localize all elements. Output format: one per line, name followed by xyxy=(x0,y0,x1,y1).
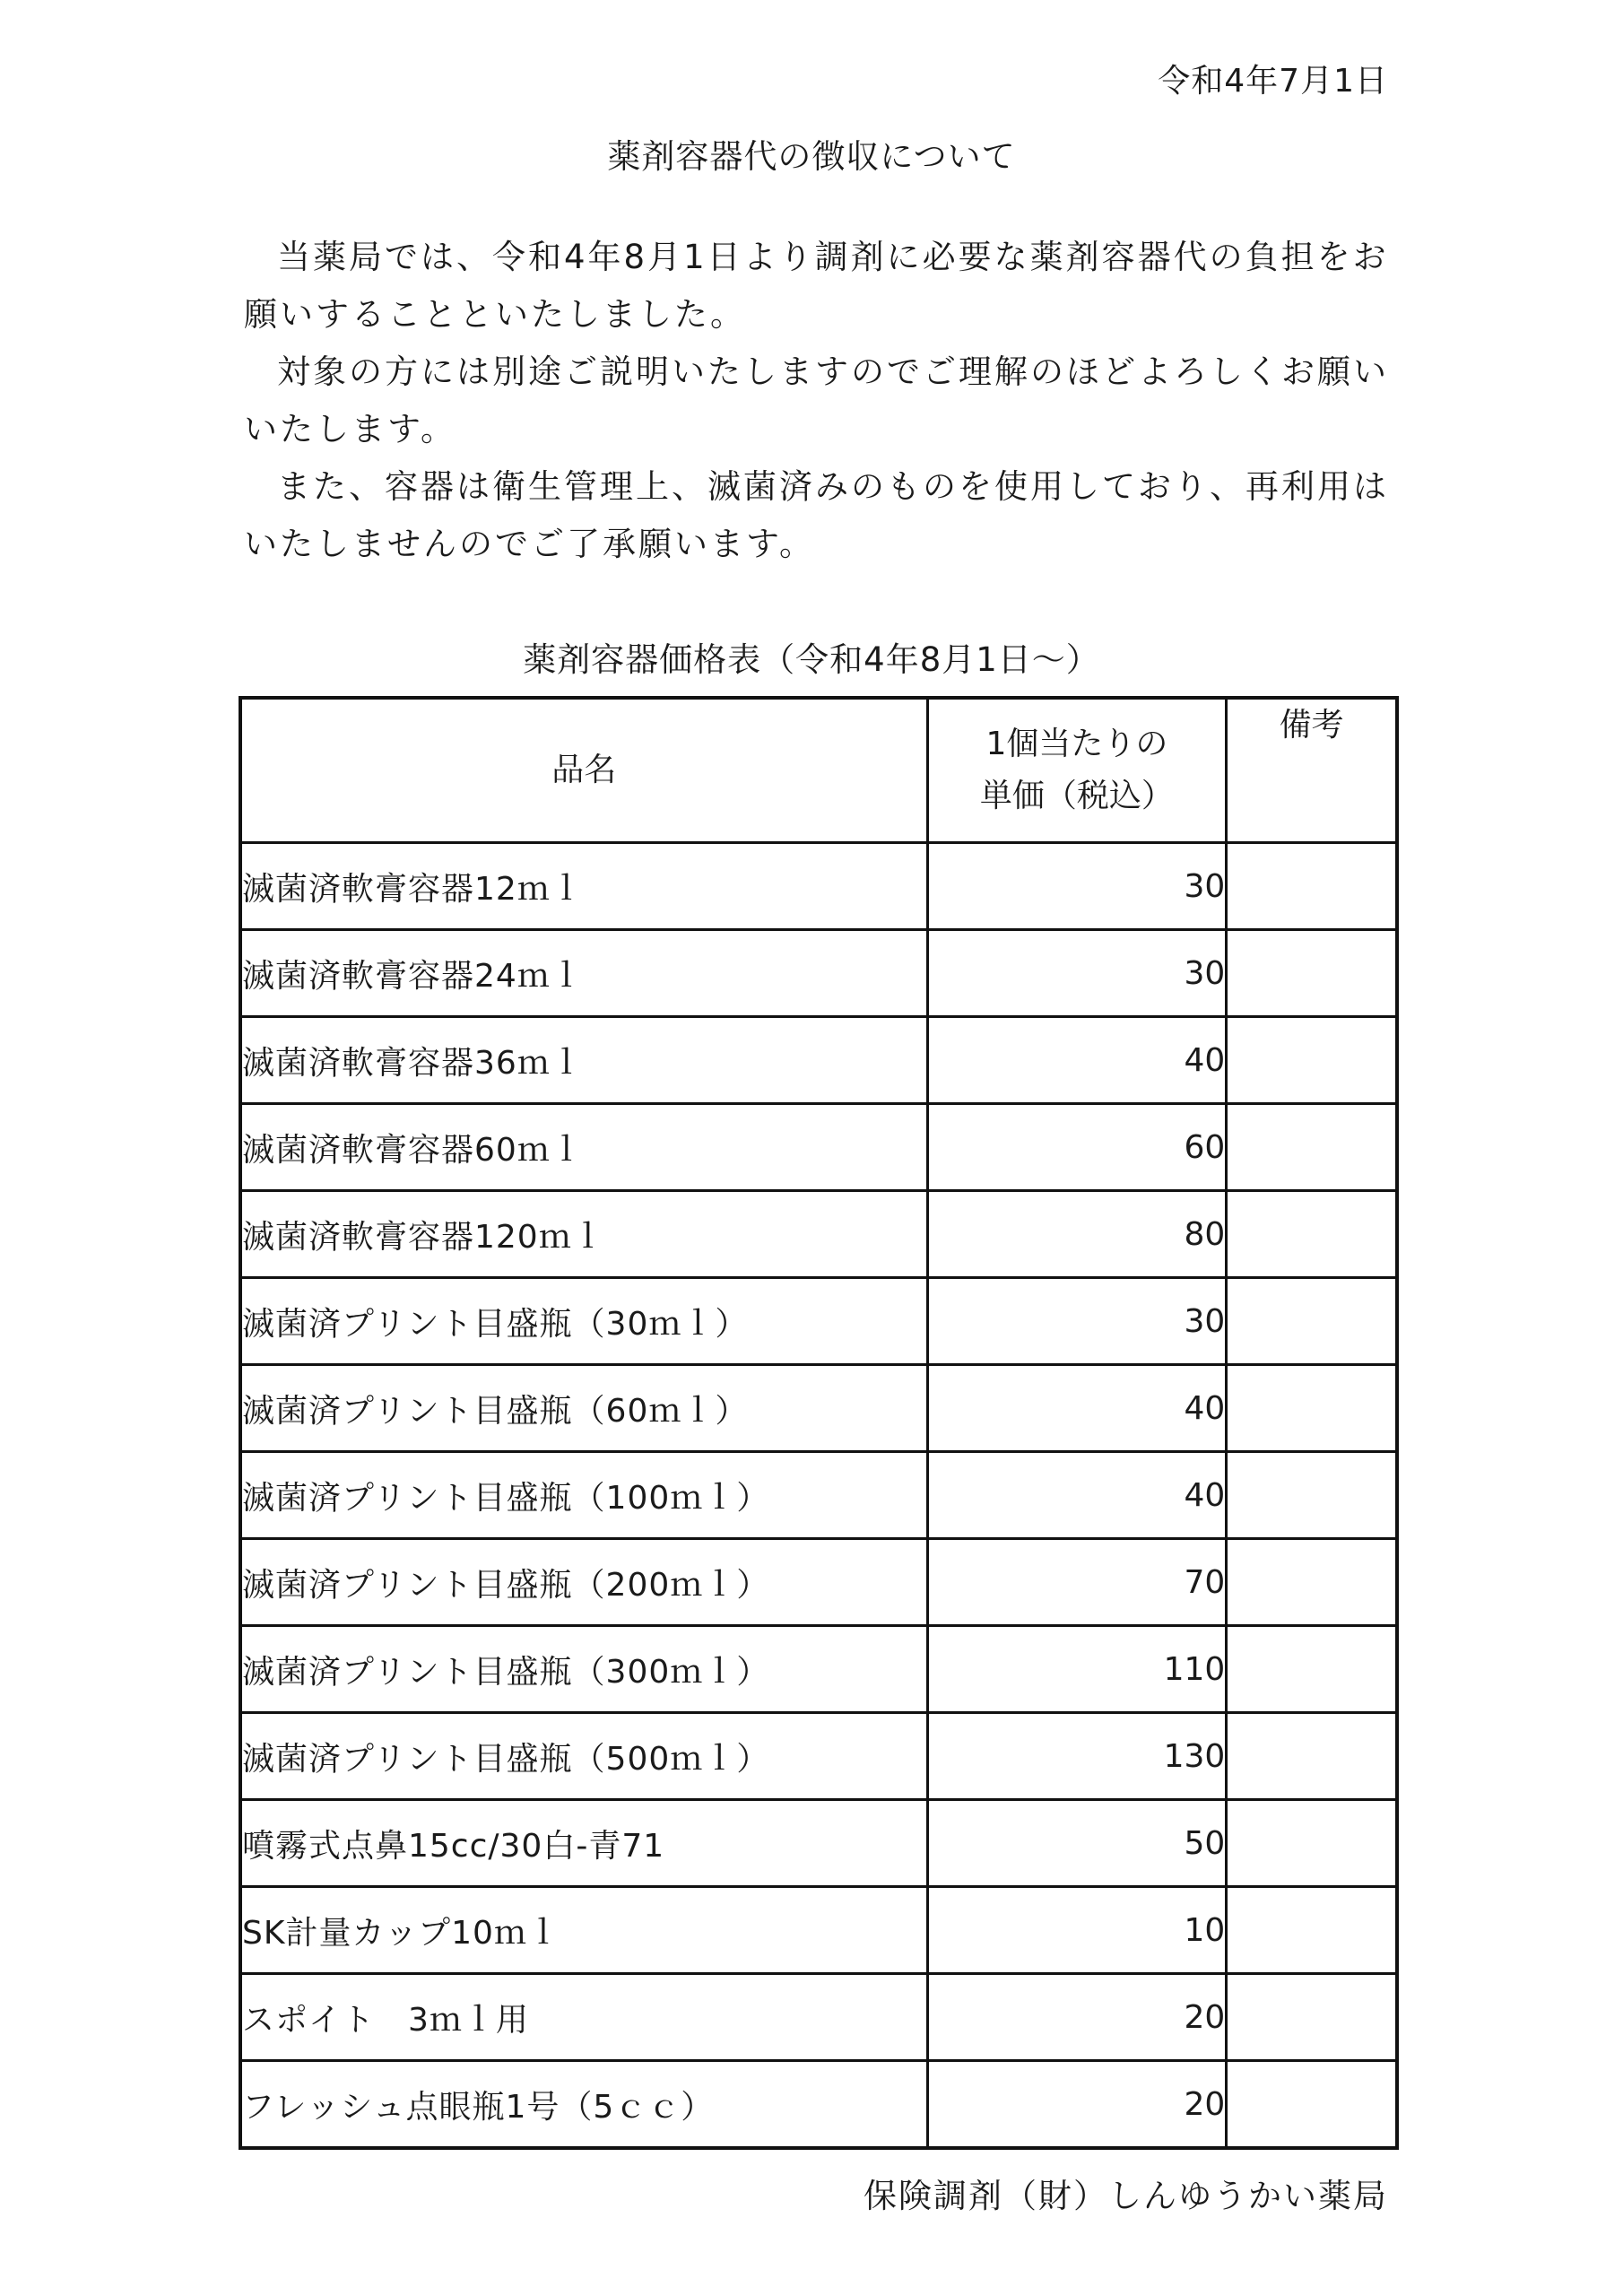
header-unit-price-line2: 単価（税込） xyxy=(979,778,1174,814)
item-remarks xyxy=(1227,1539,1397,1626)
item-remarks xyxy=(1227,1278,1397,1365)
item-name: 滅菌済軟膏容器12ｍｌ xyxy=(240,843,927,930)
table-row xyxy=(240,1800,1397,1887)
item-price: 30 xyxy=(927,843,1227,930)
item-name: 滅菌済軟膏容器36ｍｌ xyxy=(240,1017,927,1104)
paragraph: 当薬局では、令和4年8月1日より調剤に必要な薬剤容器代の負担をお願いすることといたしました。 xyxy=(244,238,1389,334)
table-row xyxy=(240,1278,1397,1365)
item-price: 40 xyxy=(927,1452,1227,1539)
item-name: 滅菌済軟膏容器24ｍｌ xyxy=(240,930,927,1017)
table-row xyxy=(240,1713,1397,1800)
item-remarks xyxy=(1227,1191,1397,1278)
table-row xyxy=(240,1365,1397,1452)
item-name: 滅菌済プリント目盛瓶（60ｍｌ） xyxy=(240,1365,927,1452)
notice-body xyxy=(244,229,1401,573)
table-row xyxy=(240,1104,1397,1191)
item-name: 滅菌済プリント目盛瓶（500ｍｌ） xyxy=(240,1713,927,1800)
table-row xyxy=(240,1974,1397,2061)
price-table-title: 薬剤容器価格表（令和4年8月1日～） xyxy=(523,640,1100,679)
item-remarks xyxy=(1227,843,1397,930)
item-remarks xyxy=(1227,930,1397,1017)
pharmacy-name: 保険調剤（財）しんゆうかい薬局 xyxy=(864,2177,1388,2215)
item-name: スポイト 3ｍｌ用 xyxy=(240,1974,927,2061)
table-row xyxy=(240,1191,1397,1278)
item-price: 10 xyxy=(927,1887,1227,1974)
item-price: 110 xyxy=(927,1626,1227,1713)
document-title: 薬剤容器代の徴収について xyxy=(607,137,1016,176)
item-price: 40 xyxy=(927,1017,1227,1104)
table-row xyxy=(240,2061,1397,2149)
table-row xyxy=(240,930,1397,1017)
header-remarks: 備考 xyxy=(1227,698,1397,843)
item-price: 20 xyxy=(927,1974,1227,2061)
item-name: フレッシュ点眼瓶1号（5ｃｃ） xyxy=(240,2061,927,2149)
table-row xyxy=(240,1626,1397,1713)
item-price: 30 xyxy=(927,1278,1227,1365)
item-remarks xyxy=(1227,1104,1397,1191)
paragraph: また、容器は衛生管理上、滅菌済みのものを使用しており、再利用はいたしませんのでご了承願います。 xyxy=(244,467,1389,563)
item-remarks xyxy=(1227,1974,1397,2061)
header-unit-price-line1: 1個当たりの xyxy=(985,726,1168,762)
table-row xyxy=(240,1452,1397,1539)
item-price: 50 xyxy=(927,1800,1227,1887)
item-name: 滅菌済軟膏容器120ｍｌ xyxy=(240,1191,927,1278)
item-remarks xyxy=(1227,1887,1397,1974)
item-name: 滅菌済プリント目盛瓶（100ｍｌ） xyxy=(240,1452,927,1539)
table-row xyxy=(240,1887,1397,1974)
table-row xyxy=(240,843,1397,930)
table-row xyxy=(240,1539,1397,1626)
item-price: 20 xyxy=(927,2061,1227,2149)
item-price: 40 xyxy=(927,1365,1227,1452)
item-name: SK計量カップ10ｍｌ xyxy=(240,1887,927,1974)
item-name: 噴霧式点鼻15cc/30白-青71 xyxy=(240,1800,927,1887)
item-price: 80 xyxy=(927,1191,1227,1278)
item-remarks xyxy=(1227,1365,1397,1452)
item-remarks xyxy=(1227,2061,1397,2149)
table-row xyxy=(240,1017,1397,1104)
item-remarks xyxy=(1227,1017,1397,1104)
header-unit-price xyxy=(927,698,1227,843)
item-name: 滅菌済プリント目盛瓶（200ｍｌ） xyxy=(240,1539,927,1626)
document-date: 令和4年7月1日 xyxy=(1158,63,1388,100)
item-price: 70 xyxy=(927,1539,1227,1626)
item-price: 60 xyxy=(927,1104,1227,1191)
item-name: 滅菌済プリント目盛瓶（300ｍｌ） xyxy=(240,1626,927,1713)
header-item-name: 品名 xyxy=(240,698,927,843)
paragraph: 対象の方には別途ご説明いたしますのでご理解のほどよろしくお願いいたします。 xyxy=(244,352,1389,448)
item-remarks xyxy=(1227,1713,1397,1800)
item-price: 30 xyxy=(927,930,1227,1017)
item-remarks xyxy=(1227,1800,1397,1887)
table-header-row xyxy=(240,698,1397,843)
item-remarks xyxy=(1227,1626,1397,1713)
item-remarks xyxy=(1227,1452,1397,1539)
item-price: 130 xyxy=(927,1713,1227,1800)
item-name: 滅菌済軟膏容器60ｍｌ xyxy=(240,1104,927,1191)
item-name: 滅菌済プリント目盛瓶（30ｍｌ） xyxy=(240,1278,927,1365)
price-table xyxy=(239,696,1399,2150)
